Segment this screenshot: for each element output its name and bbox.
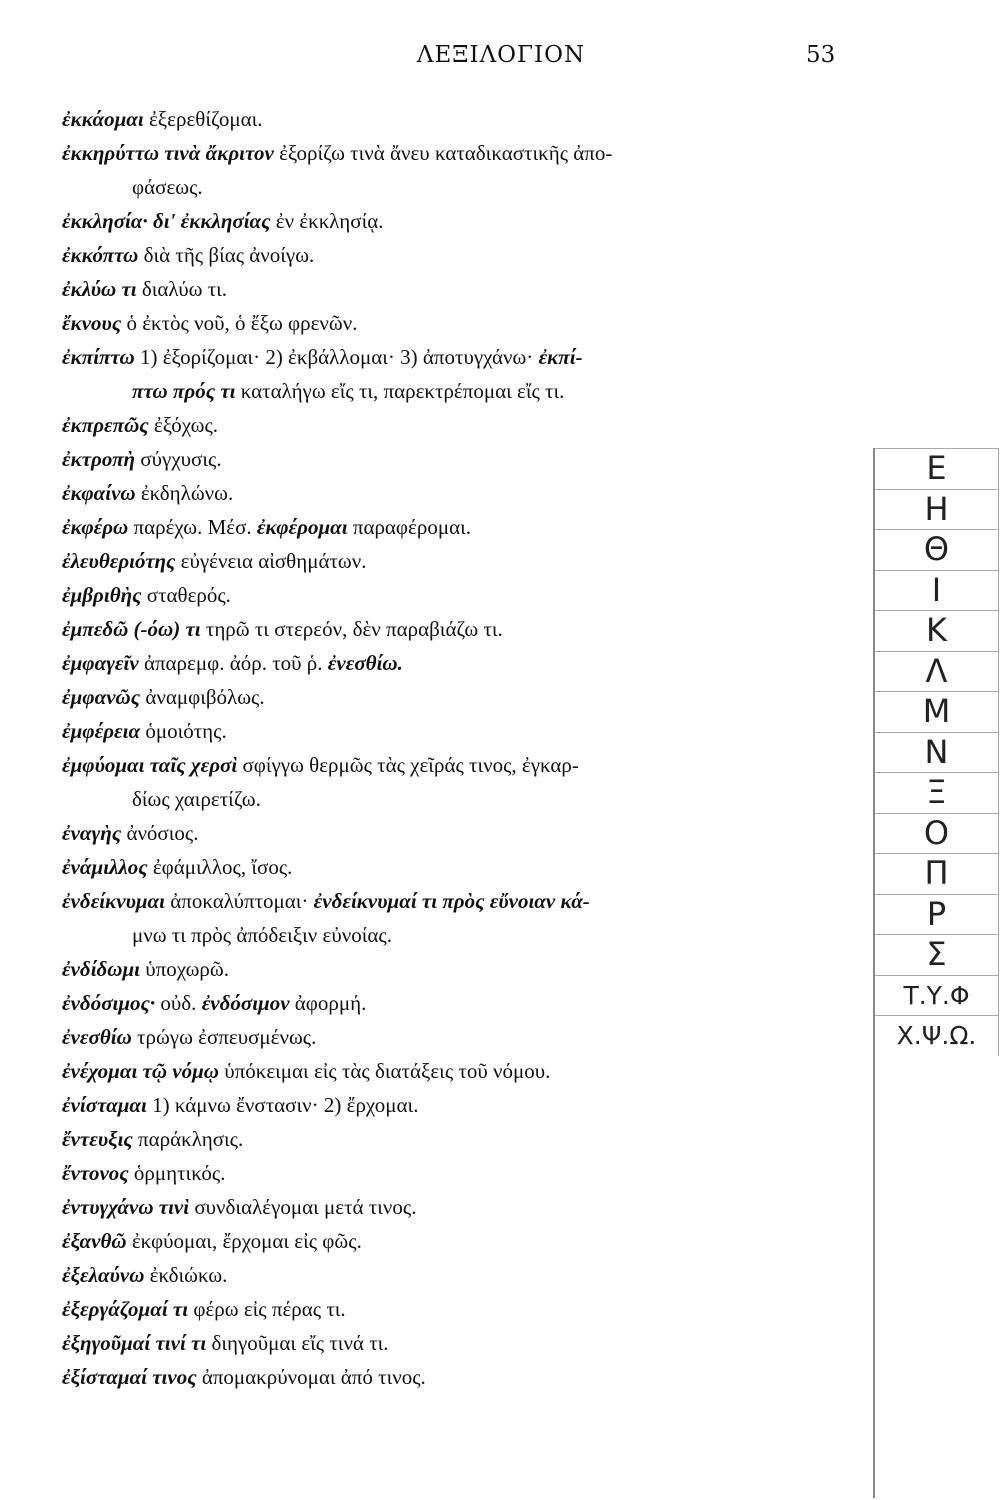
glossary-entry [62,102,862,136]
entry-headword: ἐλευθεριότης [62,549,176,573]
entry-headword: ἐμβριθὴς [62,583,142,607]
entry-definition: συνδιαλέγομαι μετά τινος. [189,1195,417,1219]
entry-definition: ἐξορίζω τινὰ ἄνευ καταδικαστικῆς ἀπο- [273,141,613,165]
glossary-entry [62,1360,862,1394]
alphabet-index-tabs [873,448,999,1498]
glossary-entry [62,850,862,884]
entry-definition: ὁμοιότης. [140,719,227,743]
glossary-entry [62,986,862,1020]
entry-definition: ὁ ἐκτὸς νοῦ, ὁ ἔξω φρενῶν. [121,311,358,335]
entry-headword: ἐνεσθίω. [327,651,403,675]
entry-definition: ἀπομακρύνομαι ἀπό τινος. [196,1365,426,1389]
entry-headword: ἐνίσταμαι [62,1093,147,1117]
glossary-entry [62,1054,862,1088]
index-tab[interactable]: Λ [875,651,999,692]
entry-headword: πτω πρός τι [132,379,236,403]
glossary-entry [62,1224,862,1258]
entry-definition: καταλήγω εἴς τι, παρεκτρέπομαι εἴς τι. [235,379,565,403]
glossary-entry [62,918,862,952]
index-tab[interactable]: Θ [875,529,999,570]
glossary-entry [62,646,862,680]
entry-headword: ἐκφέρω [62,515,129,539]
entry-headword: ἐνέχομαι τῷ νόμῳ [62,1059,219,1083]
glossary-entry [62,714,862,748]
entry-headword: ἐκκηρύττω τινὰ ἄκριτον [62,141,274,165]
entry-headword: ἐξίσταμαί τινος [62,1365,197,1389]
entry-headword: ἔκνους [62,311,122,335]
glossary-entry [62,816,862,850]
glossary-entry [62,272,862,306]
index-tab[interactable]: Ξ [875,772,999,813]
index-tab[interactable]: Π [875,853,999,894]
glossary-entry [62,680,862,714]
glossary-entry [62,1156,862,1190]
entry-definition: ὑπόκειμαι εἰς τὰς διατάξεις τοῦ νόμου. [219,1059,551,1083]
entry-definition: διὰ τῆς βίας ἀνοίγω. [138,243,315,267]
glossary-entry [62,408,862,442]
entry-definition: ἀφορμή. [289,991,367,1015]
glossary-entry [62,578,862,612]
entry-headword: ἐναγὴς [62,821,122,845]
entry-definition: παράκλησις. [132,1127,244,1151]
entry-headword: ἐκκάομαι [62,107,144,131]
entry-definition: μνω τι πρὸς ἀπόδειξιν εὐνοίας. [132,923,392,947]
entry-definition: εὐγένεια αἰσθημάτων. [175,549,367,573]
entry-definition: 1) κάμνω ἔνστασιν· 2) ἔρχομαι. [146,1093,419,1117]
glossary-entry [62,952,862,986]
glossary-entry [62,544,862,578]
glossary-entry [62,748,862,782]
index-tab[interactable]: Ρ [875,894,999,935]
entry-definition: ἐκδηλώνω. [135,481,234,505]
entry-definition: σφίγγω θερμῶς τὰς χεῖράς τινος, ἐγκαρ- [237,753,579,777]
glossary-entry [62,374,862,408]
entry-headword: ἐνάμιλλος [62,855,148,879]
glossary-entry [62,170,862,204]
entry-headword: ἐξηγοῦμαί τινί τι [62,1331,207,1355]
index-tab[interactable]: Ν [875,732,999,773]
glossary-entry [62,204,862,238]
entry-headword: ἐξελαύνω [62,1263,145,1287]
index-tab[interactable]: Τ.Υ.Φ [875,975,999,1016]
entry-definition: ἀνόσιος. [121,821,199,845]
entry-definition: τρώγω ἐσπευσμένως. [131,1025,317,1049]
glossary-entry [62,136,862,170]
entry-definition: ἀναμφιβόλως. [140,685,265,709]
entry-headword: ἐνεσθίω [62,1025,132,1049]
glossary-entry [62,612,862,646]
entry-definition: τηρῶ τι στερεόν, δὲν παραβιάζω τι. [200,617,503,641]
entry-definition: παραφέρομαι. [347,515,472,539]
glossary-entry [62,1088,862,1122]
entry-headword: ἐξανθῶ [62,1229,127,1253]
entry-definition: 1) ἐξορίζομαι· 2) ἐκβάλλομαι· 3) ἀποτυγχάνω· [134,345,539,369]
page-title: ΛΕΞΙΛΟΓΙΟΝ [416,42,586,68]
entry-headword: ἐνδόσιμον [201,991,290,1015]
entry-definition: σύγχυσις. [135,447,222,471]
index-tab[interactable]: Ε [875,448,999,489]
entry-headword: ἐνδείκνυμαί τι πρὸς εὔνοιαν κά- [313,889,590,913]
glossary-entry [62,1190,862,1224]
entry-definition: ἐκδιώκω. [144,1263,228,1287]
glossary-entry [62,238,862,272]
entry-definition: ἀποκαλύπτομαι· [165,889,314,913]
entry-headword: ἐκπίπτω [62,345,135,369]
glossary-entry [62,442,862,476]
entry-headword: ἐνδείκνυμαι [62,889,166,913]
entry-definition: παρέχω. Μέσ. [128,515,257,539]
page-number: 53 [806,42,836,68]
glossary-entry [62,340,862,374]
glossary-entry [62,782,862,816]
entry-definition: δίως χαιρετίζω. [132,787,261,811]
glossary-entry [62,510,862,544]
entry-headword: ἐνδίδωμι [62,957,140,981]
entry-definition: ἐξόχως. [148,413,219,437]
entry-headword: ἐμπεδῶ (-όω) τι [62,617,201,641]
glossary-entry [62,1292,862,1326]
entry-headword: ἐκφαίνω [62,481,136,505]
entry-headword: ἐμφανῶς [62,685,141,709]
entry-headword: ἐξεργάζομαί τι [62,1297,189,1321]
entry-definition: ὑποχωρῶ. [139,957,229,981]
entry-headword: ἔντευξις [62,1127,133,1151]
index-tab[interactable]: Ο [875,813,999,854]
entry-headword: ἐμφαγεῖν [62,651,139,675]
entry-headword: ἐμφύομαι ταῖς χερσὶ [62,753,238,777]
glossary-entry [62,1122,862,1156]
index-tab[interactable]: Σ [875,934,999,975]
index-tab[interactable]: Κ [875,610,999,651]
entry-definition: ἀπαρεμφ. ἀόρ. τοῦ ῥ. [138,651,328,675]
entry-definition: ἐκφύομαι, ἔρχομαι εἰς φῶς. [126,1229,362,1253]
entry-headword: ἐκκλησία· δι' ἐκκλησίας [62,209,271,233]
glossary-entry [62,884,862,918]
glossary-entry [62,1020,862,1054]
glossary-entries [62,102,862,1394]
entry-definition: διαλύω τι. [136,277,228,301]
entry-definition: διηγοῦμαι εἴς τινά τι. [206,1331,389,1355]
entry-definition: ἐφάμιλλος, ἴσος. [147,855,293,879]
entry-definition: σταθερός. [141,583,231,607]
entry-headword: ἐκλύω τι [62,277,137,301]
entry-headword: ἐμφέρεια [62,719,141,743]
entry-definition: φάσεως. [132,175,203,199]
entry-definition: ἐξερεθίζομαι. [143,107,263,131]
entry-headword: ἐντυγχάνω τινὶ [62,1195,190,1219]
glossary-entry [62,1326,862,1360]
entry-definition: ἐν ἐκκλησίᾳ. [270,209,384,233]
entry-headword: ἐκκόπτω [62,243,139,267]
index-tab[interactable]: Ι [875,570,999,611]
glossary-entry [62,1258,862,1292]
entry-headword: ἐκπρεπῶς [62,413,149,437]
glossary-entry [62,476,862,510]
entry-headword: ἐκπί- [538,345,583,369]
entry-headword: ἐκφέρομαι [256,515,348,539]
index-tab[interactable]: Χ.Ψ.Ω. [875,1015,999,1056]
entry-definition: οὐδ. [155,991,202,1015]
entry-headword: ἐκτροπὴ [62,447,136,471]
entry-definition: φέρω εἰς πέρας τι. [188,1297,346,1321]
entry-definition: ὁρμητικός. [128,1161,226,1185]
entry-headword: ἔντονος [62,1161,129,1185]
glossary-entry [62,306,862,340]
entry-headword: ἐνδόσιμος· [62,991,156,1015]
index-tab[interactable]: Μ [875,691,999,732]
index-tab[interactable]: Η [875,489,999,530]
